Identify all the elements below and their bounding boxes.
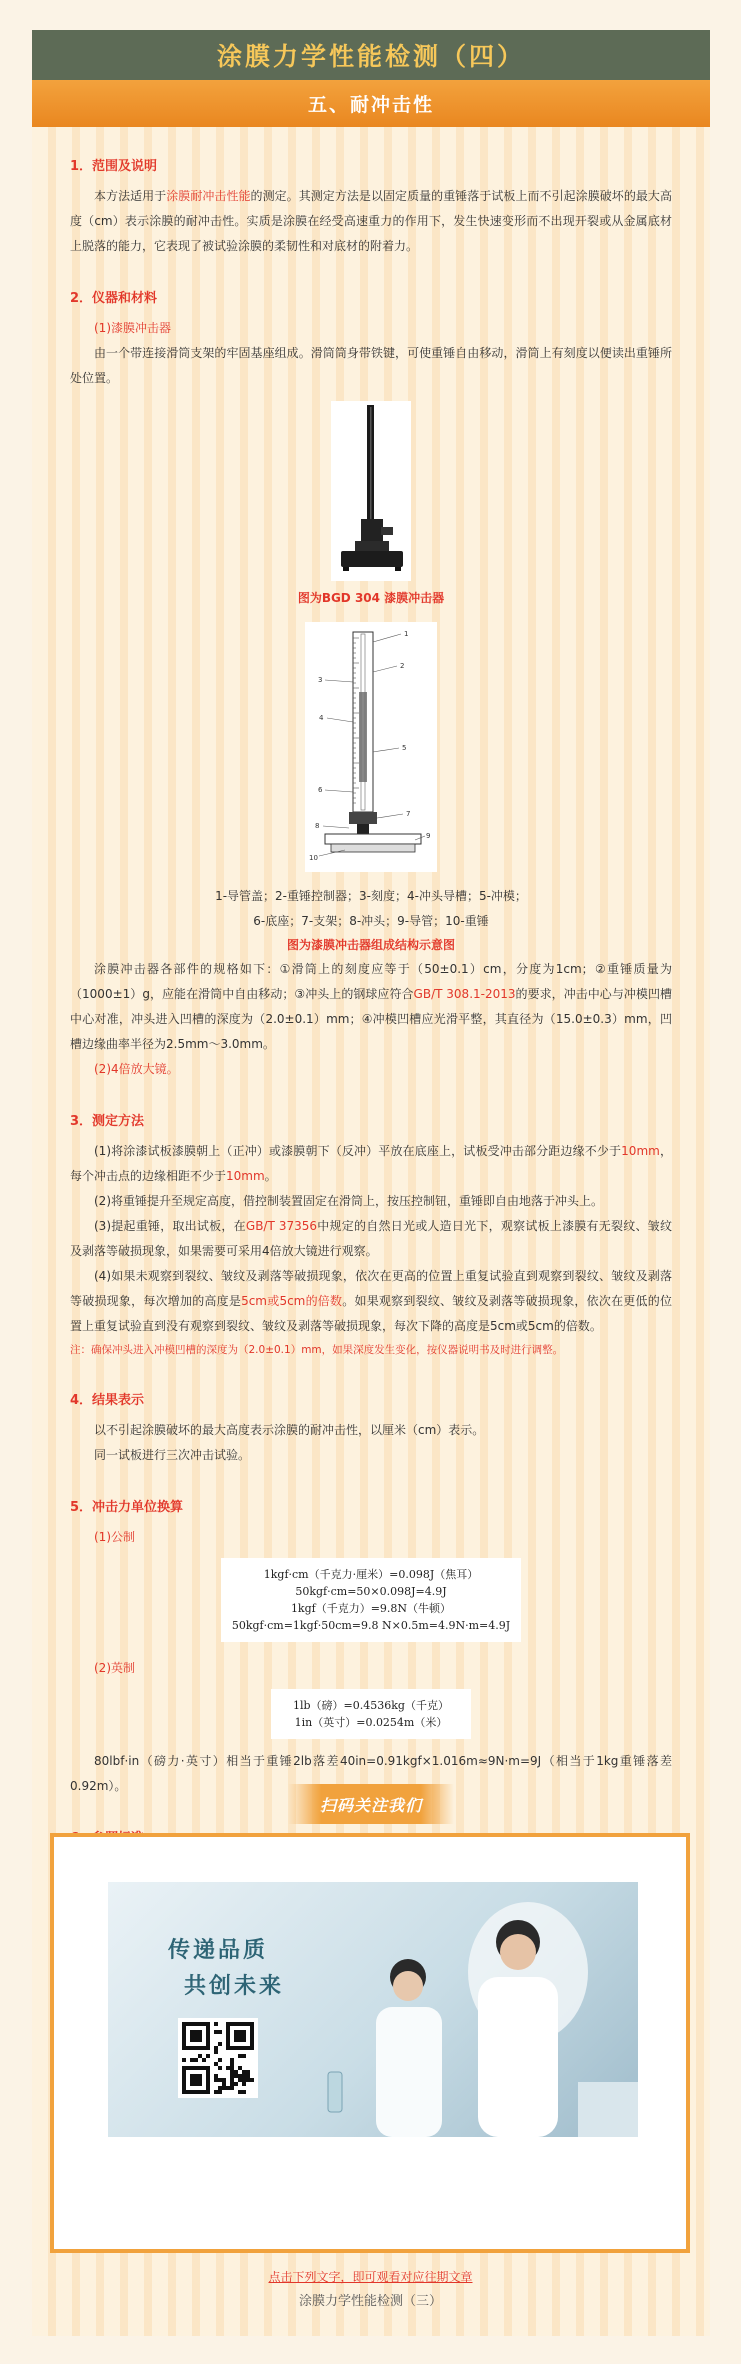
impact-tester-illustration — [331, 401, 411, 581]
qr-code-icon — [182, 2022, 254, 2094]
formula-line: 1kgf（千克力）=9.8N（牛顿） — [290, 1602, 452, 1615]
formula-line: 1lb（磅）=0.4536kg（千克） — [293, 1699, 449, 1712]
highlight: 10mm — [226, 1169, 265, 1183]
method-note: 注：确保冲头进入冲模凹槽的深度为（2.0±0.1）mm，如果深度发生变化，按仪器说明书及时进行调整。 — [70, 1344, 564, 1356]
formula-line: 1kgf·cm（千克力·厘米）=0.098J（焦耳） — [263, 1568, 479, 1581]
callout-2: 2 — [400, 662, 405, 670]
highlight-link[interactable]: 涂膜耐冲击性能 — [166, 189, 251, 203]
heading-conversion: 5．冲击力单位换算 — [70, 1500, 184, 1515]
method-step-2: (2)将重锤提升至规定高度，借控制装置固定在滑筒上，按压控制钮，重锤即自由地落于冲头上。 — [94, 1194, 604, 1208]
sub-heading-magnifier: (2)4倍放大镜。 — [94, 1062, 179, 1076]
slogan-line-2: 共创未来 — [184, 1973, 285, 1999]
method-step-1 — [70, 1139, 672, 1189]
sub-heading-impact-tester: (1)漆膜冲击器 — [94, 321, 171, 335]
callout-4: 4 — [319, 714, 324, 722]
section-title: 五、耐冲击性 — [307, 94, 434, 116]
text: 本方法适用于 — [94, 189, 167, 203]
article-body — [32, 127, 710, 1881]
page-title: 涂膜力学性能检测（四） — [216, 42, 525, 71]
callout-5: 5 — [402, 744, 407, 752]
text: 的测定。其测定方法是以固定质量的重锤落于试板上而不引起涂膜破坏的最大高度（cm）表示涂膜的耐冲击性。实质是涂膜在经受高速重力的作用下，发生快速变形而不出现开裂或从金属底材上脱落的能力，它表现了被试验涂膜的柔韧性和对底材的附着力。 — [70, 189, 672, 253]
schematic-legend-line-2: 6-底座；7-支架；8-冲头；9-导管；10-重锤 — [253, 914, 489, 928]
figure-caption-2: 图为漆膜冲击器组成结构示意图 — [286, 938, 455, 952]
callout-9: 9 — [426, 832, 431, 840]
standard-link[interactable]: GB/T 308.1-2013 — [413, 987, 516, 1001]
standard-link[interactable]: GB/T 37356 — [245, 1219, 318, 1233]
text: 。如果观察到裂纹、皱纹及剥落等破损现象，依次在更低的位置上重复试验直到没有观察到裂纹、皱纹及剥落等破损现象，每次下降的高度是5cm或5cm的倍数。 — [70, 1294, 672, 1333]
text: (4)如果未观察到裂纹、皱纹及剥落等破损现象，依次在更高的位置上重复试验直到观察到裂纹、皱纹及剥落等破损现象，每次增加的高度是 — [70, 1269, 672, 1308]
sub-heading-imperial: (2)英制 — [94, 1661, 135, 1675]
text: 中规定的自然日光或人造日光下，观察试板上漆膜有无裂纹、皱纹及剥落等破损现象，如果需要可采用4倍放大镜进行观察。 — [70, 1219, 672, 1258]
callout-7: 7 — [406, 810, 411, 818]
figure-caption-1: 图为BGD 304 漆膜冲击器 — [297, 591, 445, 605]
results-paragraph-2: 同一试板进行三次冲击试验。 — [94, 1448, 251, 1462]
callout-8: 8 — [315, 822, 320, 830]
callout-6: 6 — [318, 786, 323, 794]
heading-scope: 1．范围及说明 — [70, 159, 158, 174]
schematic-legend-line-1: 1-导管盖；2-重锤控制器；3-刻度；4-冲头导槽；5-冲模； — [215, 889, 527, 903]
results-paragraph-1: 以不引起涂膜破坏的最大高度表示涂膜的耐冲击性，以厘米（cm）表示。 — [94, 1423, 485, 1437]
sub-heading-metric: (1)公制 — [94, 1530, 135, 1544]
schematic-diagram — [305, 622, 437, 872]
text: 。 — [264, 1169, 277, 1183]
promo-slogan — [168, 1932, 284, 2004]
formula-line: 50kgf·cm=50×0.098J=4.9J — [295, 1585, 447, 1598]
callout-1: 1 — [404, 630, 409, 638]
impact-tester-photo — [331, 401, 411, 581]
formula-line: 50kgf·cm=1kgf·50cm=9.8 N×0.5m=4.9N·m=4.9J — [231, 1619, 511, 1632]
section-banner — [32, 80, 710, 127]
callout-10: 10 — [309, 854, 318, 862]
text: ，每个冲击点的边缘相距不少于 — [70, 1144, 672, 1183]
follow-us-label: 扫码关注我们 — [319, 1795, 422, 1815]
imperial-paragraph: 80lbf·in（磅力·英寸）相当于重锤2lb落差40in=0.91kgf×1.016m≈9N·m=9J（相当于1kg重锤落差0.92m）。 — [70, 1754, 672, 1793]
previous-article-link[interactable]: 涂膜力学性能检测（三） — [298, 2294, 442, 2309]
previous-articles-hint[interactable]: 点击下列文字，即可观看对应往期文章 — [268, 2270, 473, 2284]
paragraph-scope — [70, 184, 672, 259]
qr-code[interactable] — [178, 2018, 258, 2098]
method-step-3 — [70, 1214, 672, 1264]
heading-apparatus: 2．仪器和材料 — [70, 291, 158, 306]
heading-results: 4．结果表示 — [70, 1393, 145, 1408]
follow-us-banner — [288, 1784, 454, 1824]
heading-method: 3．测定方法 — [70, 1114, 145, 1129]
paragraph-tester-desc: 由一个带连接滑筒支架的牢固基座组成。滑筒筒身带铁键，可使重锤自由移动，滑筒上有刻度以便读出重锤所处位置。 — [70, 346, 672, 385]
metric-formula-box — [221, 1558, 521, 1642]
highlight: 5cm或5cm的倍数 — [241, 1294, 343, 1308]
paragraph-specs — [70, 957, 672, 1057]
text: (1)将涂漆试板漆膜朝上（正冲）或漆膜朝下（反冲）平放在底座上，试板受冲击部分距边缘不少于 — [94, 1144, 622, 1158]
slogan-line-1: 传递品质 — [168, 1937, 269, 1963]
highlight: 10mm — [621, 1144, 660, 1158]
text: 涂膜冲击器各部件的规格如下：①滑筒上的刻度应等于（50±0.1）cm，分度为1cm；②重锤质量为（1000±1）g，应能在滑筒中自由移动；③冲头上的钢球应符合 — [70, 962, 672, 1001]
formula-line: 1in（英寸）=0.0254m（米） — [294, 1716, 448, 1729]
text: (3)提起重锤，取出试板，在 — [94, 1219, 246, 1233]
promo-card — [50, 1833, 690, 2253]
callout-3: 3 — [318, 676, 323, 684]
imperial-formula-box — [271, 1689, 471, 1739]
lab-scene-illustration — [108, 1882, 638, 2137]
promo-image — [108, 1882, 638, 2137]
method-step-4 — [70, 1264, 672, 1339]
title-banner — [32, 30, 710, 80]
text: 的要求，冲击中心与冲模凹槽中心对准，冲头进入凹槽的深度为（2.0±0.1）mm；④冲模凹槽应光滑平整，其直径为（15.0±0.3）mm，凹槽边缘曲率半径为2.5mm～3.0mm。 — [70, 987, 672, 1051]
tester-schematic — [305, 622, 437, 872]
